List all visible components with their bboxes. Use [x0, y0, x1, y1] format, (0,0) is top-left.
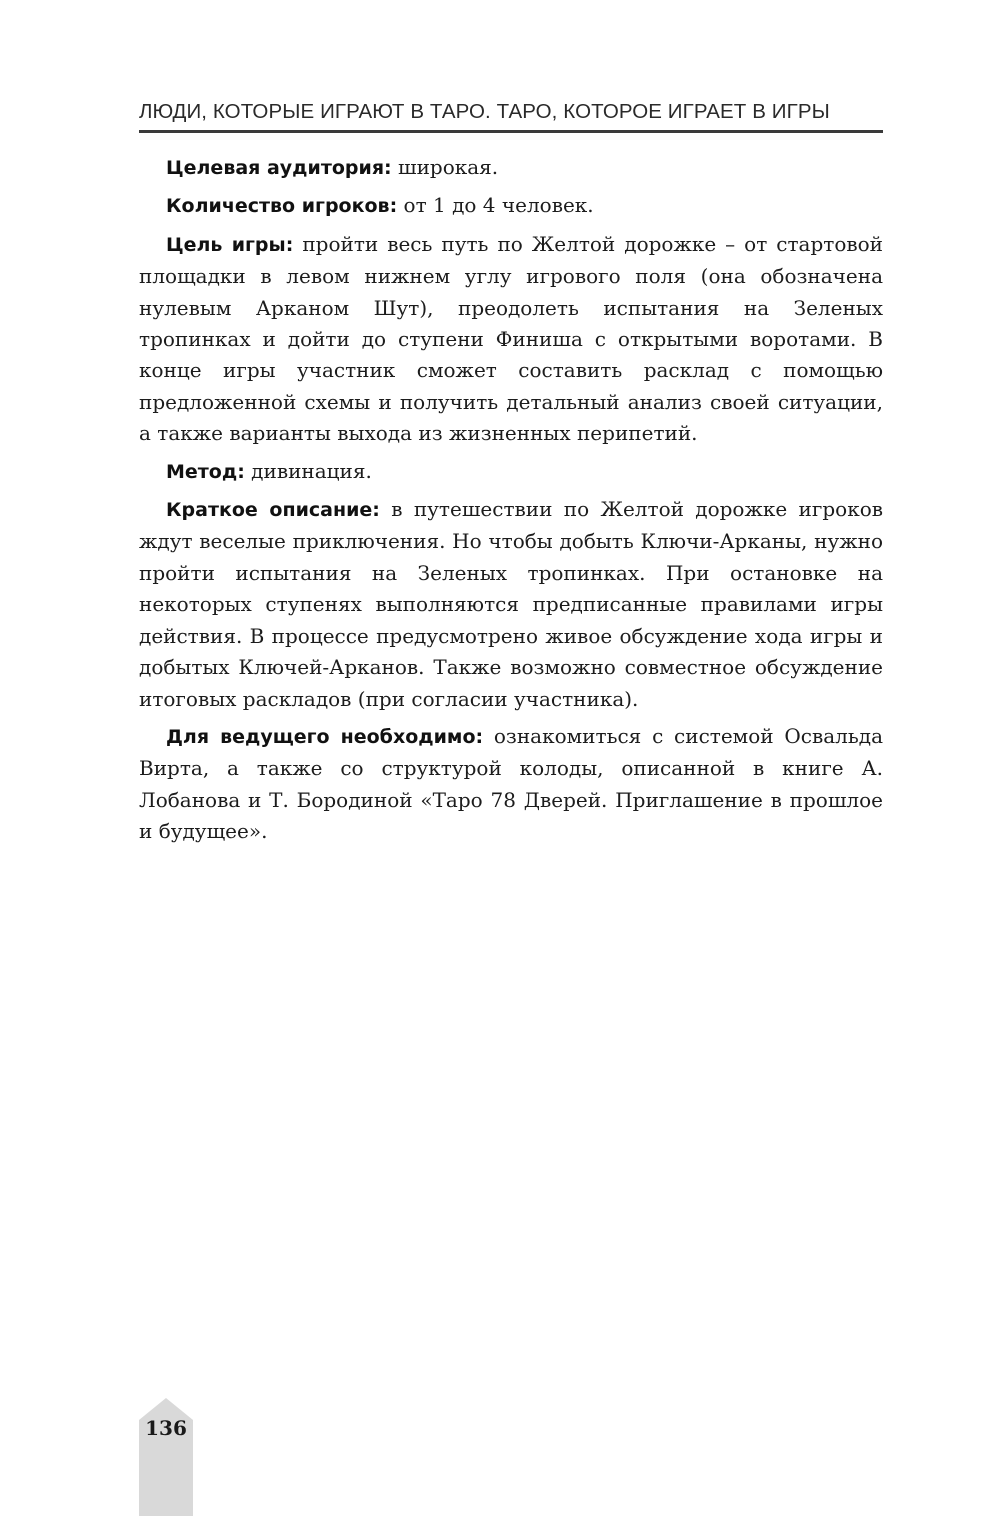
description-label: Краткое описание: [166, 499, 380, 522]
running-title: ЛЮДИ, КОТОРЫЕ ИГРАЮТ В ТАРО. ТАРО, КОТОРОЕ ИГРАЕТ В ИГРЫ [139, 100, 830, 123]
players-label: Количество игроков: [166, 195, 398, 218]
header-rule [139, 130, 883, 133]
players-text: от 1 до 4 человек. [397, 193, 594, 218]
audience-text: широкая. [391, 155, 499, 179]
method-text: дивинация. [244, 458, 372, 483]
paragraph-description [139, 494, 883, 715]
page-number: 136 [145, 1416, 187, 1440]
goal-label: Цель игры: [166, 233, 294, 256]
method-label: Метод: [166, 460, 245, 483]
paragraph-players [139, 190, 883, 222]
paragraph-method [139, 456, 883, 488]
goal-text: пройти весь путь по Желтой дорожке – от стартовой площадки в левом нижнем углу игрового поля (она обозначена нулевым Арканом Шут), преодолеть испытания на Зеленых тропинках и дойти до ступени Финиша с открытыми воротами. В конце игры участник сможет составить расклад с помощью предложенной схемы и получить детальный анализ своей ситуации, а также варианты выхода из жизненных перипетий. [139, 231, 884, 446]
paragraph-goal [139, 229, 883, 450]
paragraph-audience [139, 152, 883, 184]
paragraph-host [139, 721, 883, 848]
host-text: ознакомиться с системой Освальда Вирта, а также со структурой колоды, описанной в книге А. Лобанова и Т. Бородиной «Таро 78 Дверей. Приглашение в прошлое и будущее». [139, 723, 883, 844]
audience-label: Целевая аудитория: [166, 157, 392, 179]
description-text: в путешествии по Желтой дорожке игроков ждут веселые приключения. Но чтобы добыть Ключи-Арканы, нужно пройти испытания на Зеленых тропинках. При остановке на некоторых ступенях выполняются предписанные правилами игры действия. В процессе предусмотрено живое обсуждение хода игры и добытых Ключей-Арканов. Также возможно совместное обсуждение итоговых раскладов (при согласии участника). [139, 497, 883, 711]
body-text [139, 152, 883, 854]
host-label: Для ведущего необходимо: [166, 725, 484, 748]
